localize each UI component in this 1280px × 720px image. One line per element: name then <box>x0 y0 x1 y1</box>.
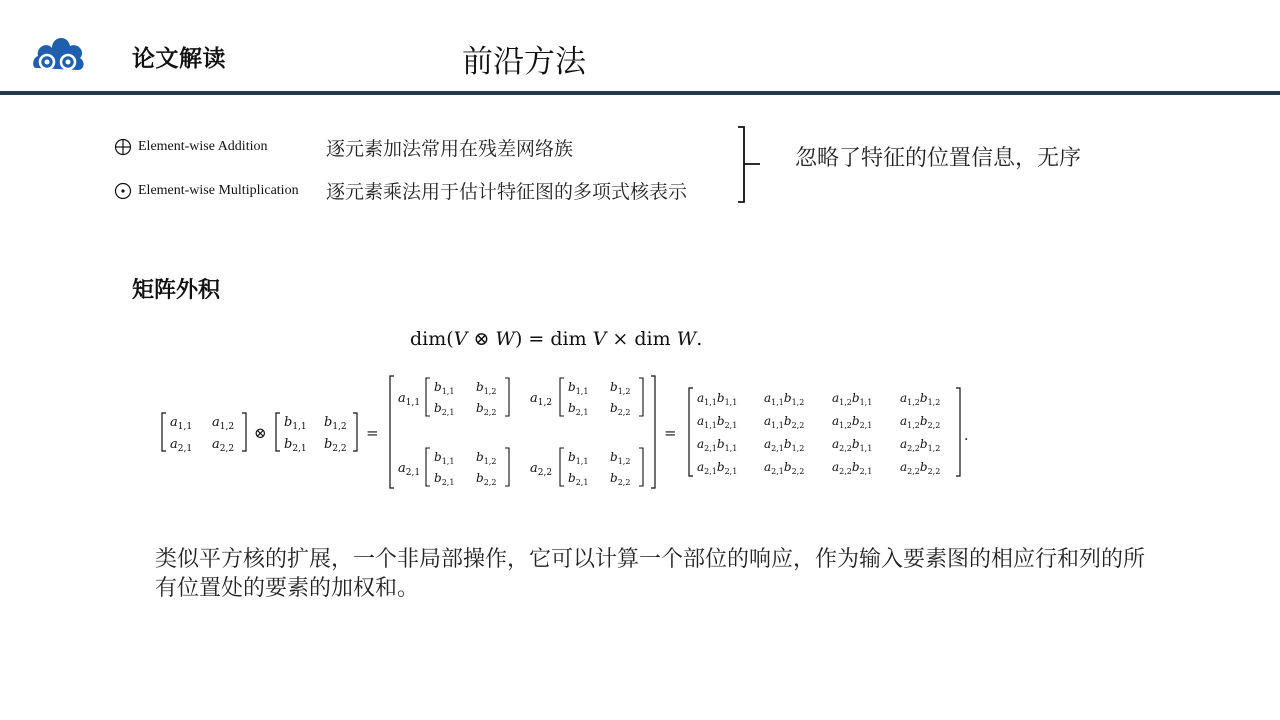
header-divider <box>0 91 1280 95</box>
svg-text:b1,2: $b_{1,2}$ <box>324 415 347 432</box>
svg-text:a1,1b2,2: $a_{1,1}b_{2,2}$ <box>764 414 805 430</box>
svg-text:b1,2: $b_{1,2}$ <box>476 380 497 396</box>
svg-text:a2,1b1,1: $a_{2,1}b_{1,1}$ <box>697 437 738 453</box>
svg-text:a1,2: $a_{1,2}$ <box>212 415 235 432</box>
svg-text:a2,2: $a_{2,2}$ <box>212 437 235 454</box>
svg-text:.: . <box>964 428 969 444</box>
svg-text:b2,1: $b_{2,1}$ <box>568 471 589 487</box>
svg-text:=: = <box>366 424 379 442</box>
cloud-swirl-logo-icon <box>30 28 88 76</box>
svg-text:b2,2: $b_{2,2}$ <box>476 471 497 487</box>
block-matrix <box>390 376 655 488</box>
svg-text:b1,1: $b_{1,1}$ <box>284 415 307 432</box>
svg-text:⊗: ⊗ <box>254 424 267 442</box>
circled-plus-icon <box>112 136 134 158</box>
operation-row-multiplication <box>112 178 299 204</box>
svg-text:a1,1b1,2: $a_{1,1}b_{1,2}$ <box>764 391 805 407</box>
svg-text:b1,1: $b_{1,1}$ <box>568 380 589 396</box>
brand-title: 论文解读 <box>132 46 226 72</box>
svg-text:a2,2b2,1: $a_{2,2}b_{2,1}$ <box>832 460 873 476</box>
right-brace <box>734 124 766 206</box>
svg-text:b1,2: $b_{1,2}$ <box>476 450 497 466</box>
matrix-b <box>276 413 357 454</box>
brace-note: 忽略了特征的位置信息，无序 <box>795 146 1082 171</box>
svg-text:a2,2b2,2: $a_{2,2}b_{2,2}$ <box>900 460 941 476</box>
svg-text:a1,2b2,1: $a_{1,2}b_{2,1}$ <box>832 414 873 430</box>
svg-text:a1,2b2,2: $a_{1,2}b_{2,2}$ <box>900 414 941 430</box>
tensor-product-figure <box>150 368 980 494</box>
svg-text:a1,1b1,1: $a_{1,1}b_{1,1}$ <box>697 391 738 407</box>
dimension-formula: dim(V ⊗ W) = dim V × dim W. <box>410 328 703 350</box>
svg-text:a1,2b1,1: $a_{1,2}b_{1,1}$ <box>832 391 873 407</box>
svg-text:a1,2b1,2: $a_{1,2}b_{1,2}$ <box>900 391 941 407</box>
svg-text:b1,2: $b_{1,2}$ <box>610 450 631 466</box>
svg-text:a1,2: $a_{1,2}$ <box>530 391 553 408</box>
explanation-text: 类似平方核的扩展，一个非局部操作，它可以计算一个部位的响应，作为输入要素图的相应行和列的所有位置处的要素的加权和。 <box>155 547 1146 601</box>
svg-text:b1,1: $b_{1,1}$ <box>568 450 589 466</box>
svg-text:a1,1: $a_{1,1}$ <box>170 415 193 432</box>
svg-text:b2,1: $b_{2,1}$ <box>568 401 589 417</box>
svg-text:a2,2: $a_{2,2}$ <box>530 461 553 478</box>
operation-description: 逐元素乘法用于估计特征图的多项式核表示 <box>326 181 688 203</box>
svg-text:b1,1: $b_{1,1}$ <box>434 380 455 396</box>
svg-text:b2,2: $b_{2,2}$ <box>610 401 631 417</box>
svg-text:a2,1: $a_{2,1}$ <box>170 437 193 454</box>
slide-header <box>0 0 1280 95</box>
svg-text:a2,2b1,2: $a_{2,2}b_{1,2}$ <box>900 437 941 453</box>
svg-text:a1,1: $a_{1,1}$ <box>398 391 421 408</box>
svg-text:b2,2: $b_{2,2}$ <box>476 401 497 417</box>
svg-text:b2,1: $b_{2,1}$ <box>434 471 455 487</box>
svg-text:a2,1b2,1: $a_{2,1}b_{2,1}$ <box>697 460 738 476</box>
operation-name: Element-wise Addition <box>138 139 268 154</box>
svg-text:b1,2: $b_{1,2}$ <box>610 380 631 396</box>
operation-row-addition <box>112 134 267 160</box>
page-title: 前沿方法 <box>462 44 586 80</box>
svg-text:b2,1: $b_{2,1}$ <box>284 437 307 454</box>
operation-description: 逐元素加法常用在残差网络族 <box>326 138 574 160</box>
matrix-a <box>162 413 246 454</box>
result-matrix <box>689 388 960 476</box>
svg-text:a1,1b2,1: $a_{1,1}b_{2,1}$ <box>697 414 738 430</box>
circled-dot-icon <box>112 180 134 202</box>
svg-text:a2,1: $a_{2,1}$ <box>398 461 421 478</box>
operation-name: Element-wise Multiplication <box>138 183 299 198</box>
svg-text:b2,1: $b_{2,1}$ <box>434 401 455 417</box>
svg-text:a2,1b2,2: $a_{2,1}b_{2,2}$ <box>764 460 805 476</box>
svg-text:=: = <box>664 424 677 442</box>
section-heading: 矩阵外积 <box>132 277 221 303</box>
svg-text:b1,1: $b_{1,1}$ <box>434 450 455 466</box>
svg-text:a2,2b1,1: $a_{2,2}b_{1,1}$ <box>832 437 873 453</box>
svg-text:b2,2: $b_{2,2}$ <box>324 437 347 454</box>
svg-text:a2,1b1,2: $a_{2,1}b_{1,2}$ <box>764 437 805 453</box>
svg-text:b2,2: $b_{2,2}$ <box>610 471 631 487</box>
